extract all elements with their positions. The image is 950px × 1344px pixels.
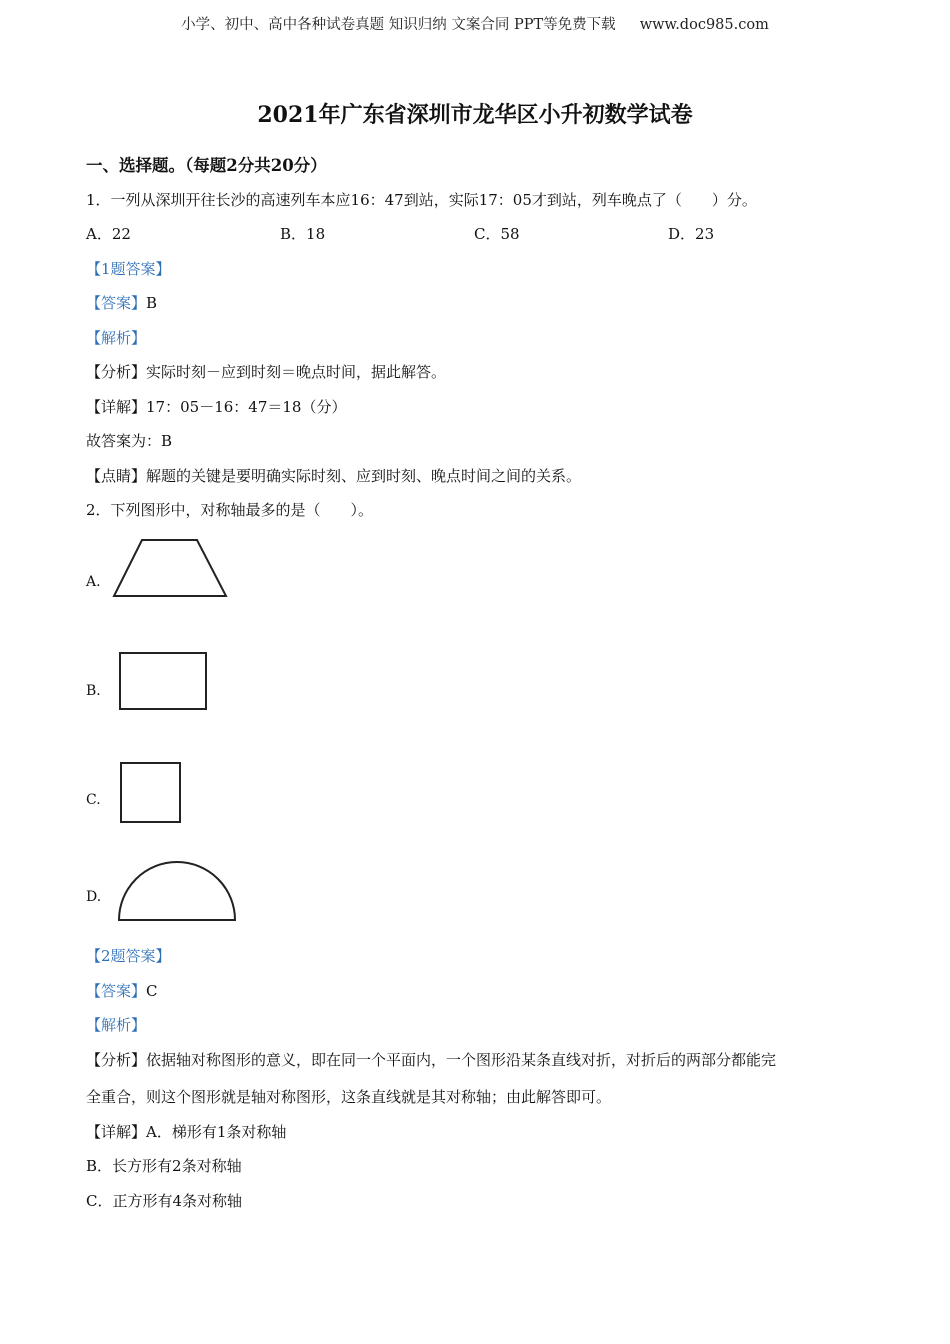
- page-header: [0, 13, 950, 34]
- q2-fenxi-text-1: 依据轴对称图形的意义，即在同一个平面内，一个图形沿某条直线对折，对折后的两部分都能完: [146, 1051, 777, 1069]
- q1-xiangjie-text: 17：05－16：47＝18（分）: [146, 398, 347, 416]
- header-text: 小学、初中、高中各种试卷真题 知识归纳 文案合同 PPT等免费下载: [181, 17, 616, 33]
- q2-analysis-heading: 【解析】: [86, 1016, 147, 1034]
- q2-option-a-label: A.: [86, 574, 101, 590]
- q2-answer-tag: 【答案】: [86, 982, 147, 1000]
- q2-option-a-trapezoid: [112, 538, 230, 600]
- q1-dianjing: [86, 466, 581, 486]
- q2-answer-value: C: [146, 982, 158, 1000]
- q2-option-c-label: C.: [86, 792, 101, 808]
- q2-option-b-rectangle: [118, 651, 210, 711]
- q1-answer: [86, 293, 157, 313]
- q1-option-c: C．58: [474, 225, 520, 243]
- q1-answer-tag: 【答案】: [86, 294, 147, 312]
- q2-xiangjie-c: C．正方形有4条对称轴: [86, 1192, 243, 1210]
- q2-option-b-label: B.: [86, 683, 101, 699]
- q1-fenxi-text: 实际时刻－应到时刻＝晚点时间，据此解答。: [146, 363, 447, 381]
- q2-xiangjie-a-text: A．梯形有1条对称轴: [146, 1123, 287, 1141]
- q1-analysis-heading: 【解析】: [86, 329, 147, 347]
- page-title: 2021年广东省深圳市龙华区小升初数学试卷: [257, 102, 693, 128]
- q2-stem: 2．下列图形中，对称轴最多的是（ ）。: [86, 501, 374, 519]
- q2-option-c-square: [119, 761, 183, 825]
- q2-fenxi-tag: 【分析】: [86, 1051, 147, 1069]
- q1-option-b: B．18: [280, 225, 326, 243]
- q2-option-d-semicircle: [117, 860, 239, 924]
- q2-fenxi-line2: 全重合，则这个图形就是轴对称图形，这条直线就是其对称轴；由此解答即可。: [86, 1088, 612, 1106]
- q1-answer-value: B: [146, 294, 158, 312]
- q2-xiangjie-b: B．长方形有2条对称轴: [86, 1157, 242, 1175]
- q2-answer-heading: 【2题答案】: [86, 947, 171, 965]
- q1-fenxi-tag: 【分析】: [86, 363, 147, 381]
- q1-dianjing-tag: 【点睛】: [86, 467, 147, 485]
- q2-xiangjie-a: [86, 1122, 286, 1142]
- q1-xiangjie-tag: 【详解】: [86, 398, 147, 416]
- q1-dianjing-text: 解题的关键是要明确实际时刻、应到时刻、晚点时间之间的关系。: [146, 467, 582, 485]
- section-heading: 一、选择题。（每题2分共20分）: [86, 156, 327, 175]
- q1-stem: 1．一列从深圳开往长沙的高速列车本应16：47到站，实际17：05才到站，列车晚点了（ ）分。: [86, 191, 757, 209]
- q2-xiangjie-tag: 【详解】: [86, 1123, 147, 1141]
- header-site-link[interactable]: www.doc985.com: [639, 17, 769, 33]
- q1-answer-heading: 【1题答案】: [86, 260, 171, 278]
- q1-conclusion: 故答案为：B: [86, 432, 173, 450]
- q2-fenxi-line1: [86, 1050, 776, 1070]
- q2-option-d-label: D.: [86, 889, 102, 905]
- q1-fenxi: [86, 362, 446, 382]
- q1-option-d: D．23: [668, 225, 715, 243]
- q1-option-a: A．22: [86, 225, 131, 243]
- q2-answer: [86, 981, 158, 1001]
- q1-xiangjie: [86, 397, 346, 417]
